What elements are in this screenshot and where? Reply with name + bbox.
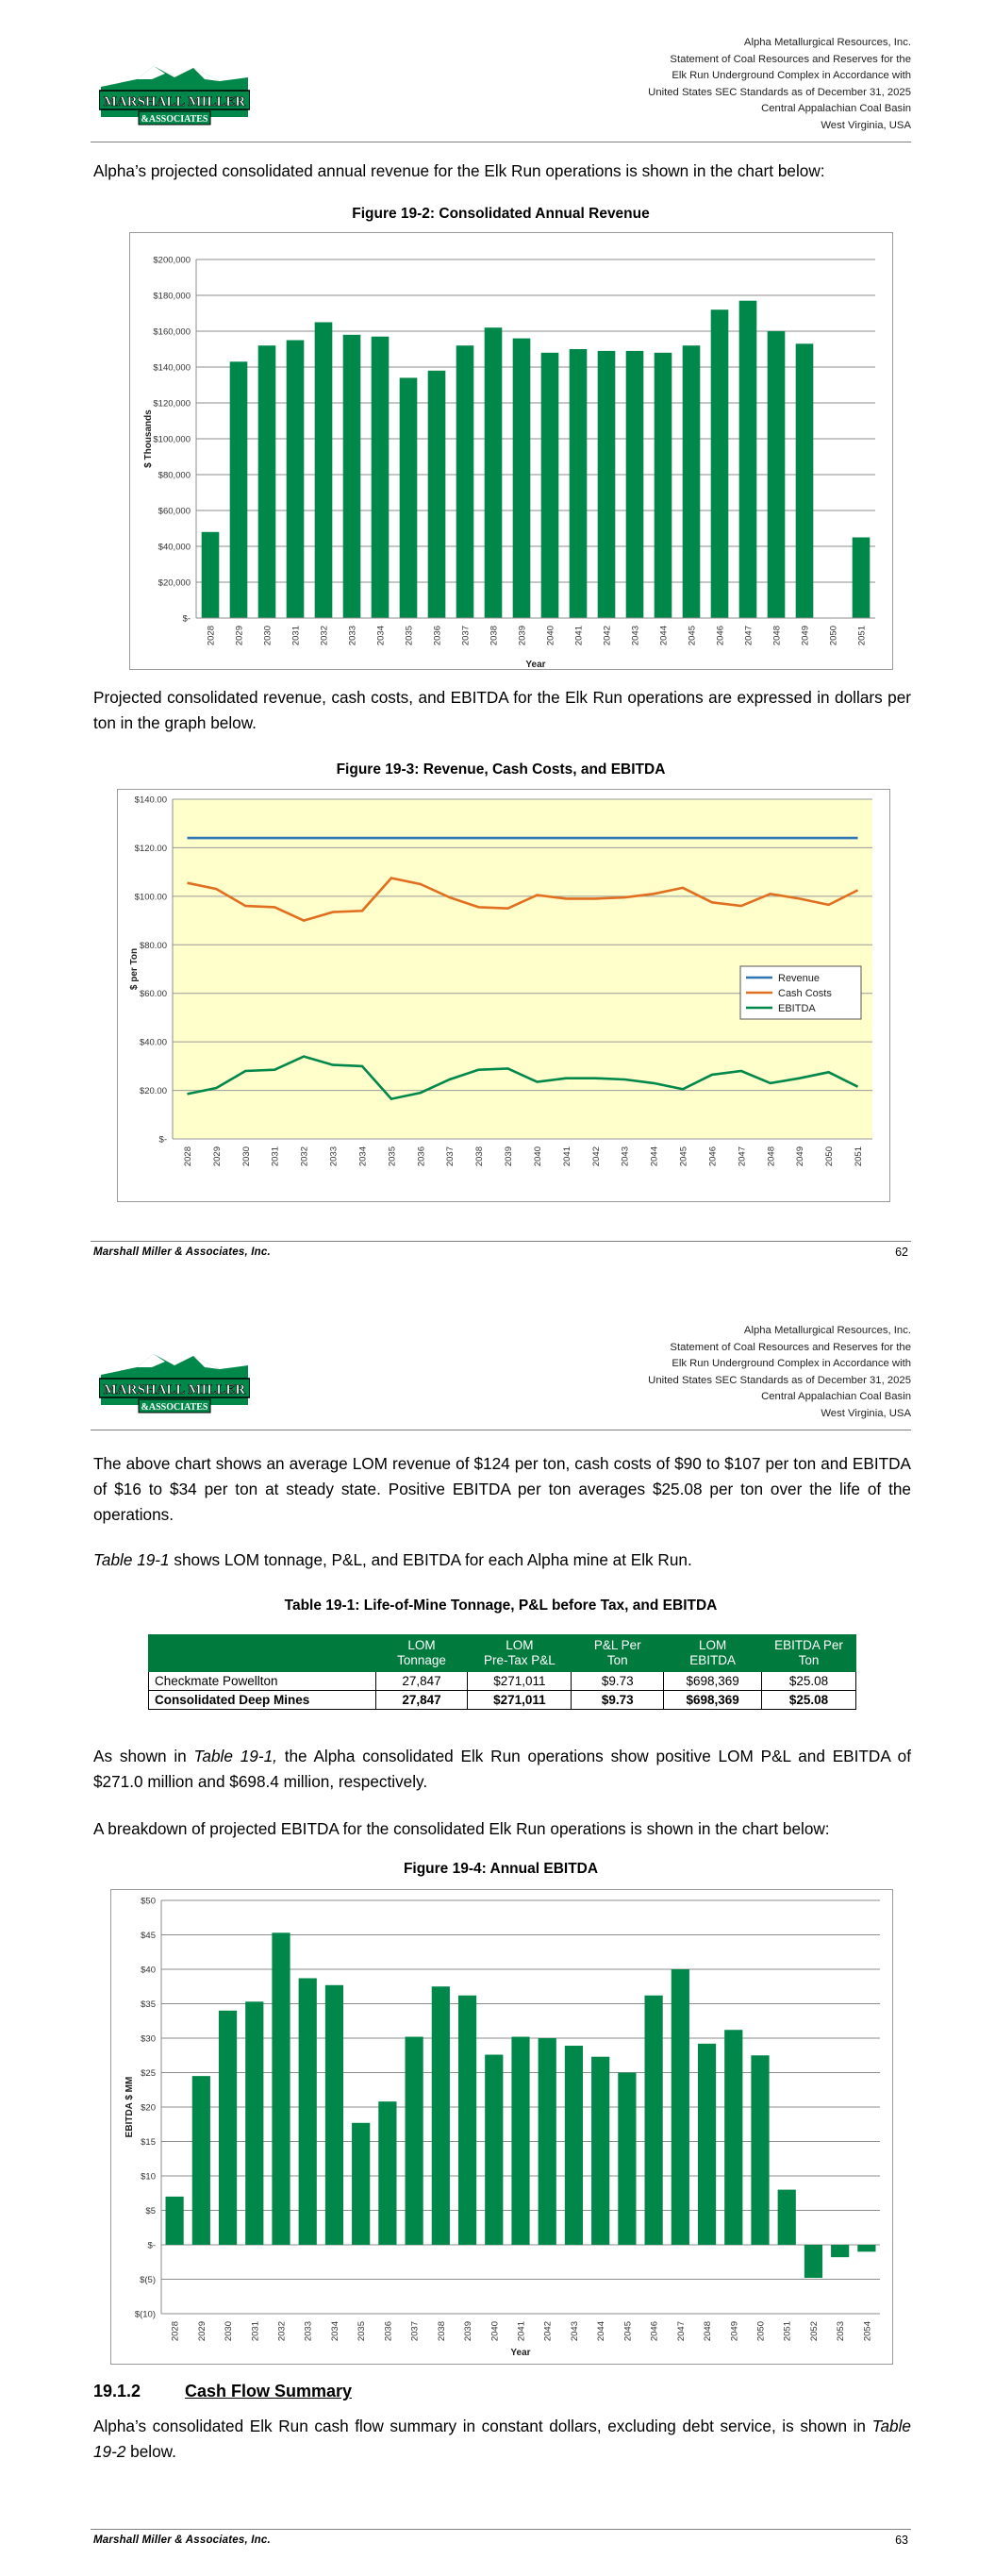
x-tick-label: 2032 (299, 1146, 310, 1167)
header-line: United States SEC Standards as of December 31, 2025 (648, 1374, 911, 1386)
revenue-cost-ebitda-chart (118, 790, 889, 1201)
bar (230, 361, 248, 618)
y-tick-label: $5 (145, 2206, 156, 2216)
header-line: United States SEC Standards as of December 31, 2025 (648, 86, 911, 98)
x-tick-label: 2036 (416, 1146, 427, 1167)
x-tick-label: 2038 (436, 2321, 447, 2342)
y-tick-label: $180,000 (153, 291, 191, 302)
legend-label: Revenue (778, 973, 821, 984)
x-tick-label: 2051 (782, 2321, 793, 2342)
x-tick-label: 2043 (620, 1146, 631, 1167)
x-tick-label: 2048 (771, 626, 783, 646)
x-tick-label: 2029 (196, 2321, 207, 2342)
bar (400, 377, 418, 618)
table-header: LOM EBITDA (664, 1635, 762, 1672)
x-tick-label: 2047 (743, 626, 755, 646)
x-tick-label: 2029 (211, 1146, 223, 1167)
x-tick-label: 2050 (824, 1146, 836, 1167)
x-tick-label: 2028 (170, 2321, 181, 2342)
header-line: Elk Run Underground Complex in Accordance with (672, 70, 911, 82)
y-tick-label: $40.00 (139, 1037, 167, 1048)
table-cell: $271,011 (468, 1672, 572, 1691)
paragraph: The above chart shows an average LOM revenue of $124 per ton, cash costs of $90 to $107 per ton and EBITDA of $16 to $34 per ton at steady state. Positive EBITDA per ton averages $25.08 per ton over the life of the operations. (93, 1454, 911, 1524)
bar (768, 331, 786, 618)
y-tick-label: $80.00 (139, 940, 167, 951)
x-tick-label: 2029 (234, 626, 245, 646)
bar (751, 2055, 769, 2245)
bar (432, 1986, 450, 2245)
table-reference: Table 19-1, (193, 1747, 277, 1765)
y-axis-label: $ per Ton (129, 947, 140, 991)
x-tick-label: 2040 (545, 626, 556, 646)
table-caption: Table 19-1: Life-of-Mine Tonnage, P&L before Tax, and EBITDA (284, 1597, 718, 1614)
x-tick-label: 2037 (445, 1146, 456, 1167)
bar (796, 343, 814, 618)
x-tick-label: 2034 (375, 626, 387, 646)
x-tick-label: 2035 (404, 626, 415, 646)
x-tick-label: 2045 (622, 2321, 634, 2342)
x-tick-label: 2044 (649, 1146, 660, 1167)
y-tick-label: $45 (141, 1931, 156, 1941)
table-cell: $271,011 (468, 1691, 572, 1710)
header-line: West Virginia, USA (821, 119, 911, 131)
y-axis-label: EBITDA $ MM (124, 2076, 135, 2138)
figure-caption: Figure 19-3: Revenue, Cash Costs, and EBITDA (336, 761, 666, 778)
bar (645, 1996, 663, 2245)
table-cell: $698,369 (664, 1672, 762, 1691)
x-tick-label: 2044 (596, 2321, 607, 2342)
bar (258, 345, 276, 618)
bar (378, 2101, 396, 2245)
header-line: Alpha Metallurgical Resources, Inc. (743, 1325, 911, 1336)
x-tick-label: 2051 (856, 626, 868, 646)
bar (539, 2038, 556, 2245)
section-number: 19.1.2 (93, 2382, 141, 2400)
x-tick-label: 2043 (630, 626, 641, 646)
x-tick-label: 2046 (707, 1146, 719, 1167)
x-tick-label: 2035 (387, 1146, 398, 1167)
bar (598, 351, 616, 618)
x-tick-label: 2036 (383, 2321, 394, 2342)
x-tick-label: 2039 (504, 1146, 515, 1167)
paragraph: Alpha’s consolidated Elk Run cash flow summary in constant dollars, excluding debt service, is shown in Table 19-2 below. (93, 2417, 911, 2461)
table-header-row (149, 1635, 856, 1672)
y-tick-label: $160,000 (153, 326, 191, 338)
bar (352, 2123, 370, 2245)
y-tick-label: $140.00 (134, 795, 167, 806)
y-tick-label: $100.00 (134, 892, 167, 903)
bar (458, 1996, 476, 2245)
table-cell: Consolidated Deep Mines (149, 1691, 376, 1710)
table-reference: Table 19-1 (93, 1550, 170, 1569)
bar (804, 2245, 822, 2278)
paragraph: A breakdown of projected EBITDA for the consolidated Elk Run operations is shown in the chart below: (93, 1819, 830, 1838)
x-tick-label: 2031 (270, 1146, 281, 1167)
x-tick-label: 2041 (516, 2321, 527, 2342)
company-logo (99, 59, 250, 128)
y-tick-label: $80,000 (158, 470, 191, 481)
x-tick-label: 2042 (542, 2321, 554, 2342)
section-title: Cash Flow Summary (185, 2382, 353, 2400)
bar (219, 2011, 237, 2245)
table-cell: $25.08 (762, 1672, 856, 1691)
bar (287, 341, 305, 619)
x-tick-label: 2037 (409, 2321, 421, 2342)
bar (626, 351, 644, 618)
bar (166, 2197, 184, 2245)
paragraph-text: shows LOM tonnage, P&L, and EBITDA for each Alpha mine at Elk Run. (169, 1550, 692, 1569)
x-tick-label: 2042 (602, 626, 613, 646)
y-tick-label: $15 (141, 2137, 156, 2148)
svg-text:MARSHALL MILLER: MARSHALL MILLER (103, 1382, 246, 1397)
x-tick-label: 2053 (836, 2321, 847, 2342)
page-number: 63 (895, 2534, 908, 2547)
table-header (149, 1635, 376, 1672)
bar (192, 2076, 210, 2245)
svg-text:MARSHALL MILLER: MARSHALL MILLER (103, 94, 246, 109)
document-header (515, 1323, 911, 1423)
bar (739, 301, 757, 618)
y-tick-label: $- (182, 613, 191, 625)
bar (485, 2055, 503, 2245)
x-tick-label: 2028 (182, 1146, 193, 1167)
table-cell: $9.73 (572, 1672, 664, 1691)
x-tick-label: 2049 (795, 1146, 806, 1167)
x-tick-label: 2030 (224, 2321, 235, 2342)
bar (272, 1932, 290, 2245)
header-line: Elk Run Underground Complex in Accordance with (672, 1358, 911, 1370)
bar (565, 2046, 583, 2245)
bar (245, 2001, 263, 2245)
bar (683, 345, 701, 618)
x-tick-label: 2033 (347, 626, 358, 646)
header-line: Central Appalachian Coal Basin (761, 1391, 911, 1403)
y-tick-label: $40 (141, 1965, 156, 1976)
x-tick-label: 2039 (463, 2321, 474, 2342)
x-tick-label: 2048 (766, 1146, 777, 1167)
x-tick-label: 2047 (737, 1146, 748, 1167)
x-tick-label: 2031 (290, 626, 302, 646)
x-tick-label: 2035 (357, 2321, 368, 2342)
bar (570, 349, 588, 618)
x-tick-label: 2030 (262, 626, 274, 646)
x-axis-label: Year (525, 660, 546, 669)
x-tick-label: 2033 (303, 2321, 314, 2342)
y-tick-label: $25 (141, 2068, 156, 2079)
figure-caption: Figure 19-4: Annual EBITDA (403, 1861, 599, 1877)
x-tick-label: 2038 (474, 1146, 486, 1167)
table-cell: Checkmate Powellton (149, 1672, 376, 1691)
per-ton-chart-frame (117, 789, 890, 1202)
header-line: Statement of Coal Resources and Reserves for the (670, 1341, 911, 1353)
y-tick-label: $- (158, 1134, 167, 1146)
x-tick-label: 2040 (489, 2321, 501, 2342)
x-tick-label: 2046 (715, 626, 726, 646)
x-tick-label: 2049 (800, 626, 811, 646)
y-tick-label: $60,000 (158, 506, 191, 517)
table-cell: $9.73 (572, 1691, 664, 1710)
y-axis-label: $ Thousands (143, 410, 154, 468)
table-cell: $698,369 (664, 1691, 762, 1710)
bar (513, 339, 531, 618)
x-tick-label: 2045 (687, 626, 698, 646)
y-tick-label: $140,000 (153, 362, 191, 374)
x-tick-label: 2041 (573, 626, 585, 646)
bar (831, 2245, 849, 2257)
lom-table (148, 1634, 856, 1710)
footer-rule (91, 1241, 911, 1242)
revenue-chart-frame (129, 232, 893, 670)
bar (202, 532, 220, 618)
table-header: EBITDA Per Ton (762, 1635, 856, 1672)
y-tick-label: $(5) (140, 2275, 156, 2285)
bar (591, 2057, 609, 2245)
bar (456, 345, 474, 618)
table-cell: 27,847 (375, 1691, 468, 1710)
y-tick-label: $120.00 (134, 843, 167, 854)
x-tick-label: 2032 (319, 626, 330, 646)
bar (711, 309, 729, 618)
bar (315, 323, 333, 619)
bar (672, 1969, 689, 2245)
x-tick-label: 2045 (678, 1146, 689, 1167)
table-header: LOM Pre-Tax P&L (468, 1635, 572, 1672)
page-number: 62 (895, 1246, 908, 1259)
ebitda-chart-frame (110, 1889, 893, 2365)
bar (541, 353, 559, 618)
bar (428, 371, 446, 618)
y-tick-label: $120,000 (153, 398, 191, 410)
bar (485, 327, 503, 618)
y-tick-label: $40,000 (158, 542, 191, 553)
x-tick-label: 2052 (808, 2321, 820, 2342)
x-tick-label: 2054 (862, 2321, 873, 2342)
y-tick-label: $200,000 (153, 255, 191, 266)
y-tick-label: $50 (141, 1896, 156, 1907)
bar (778, 2190, 796, 2245)
y-tick-label: $20.00 (139, 1086, 167, 1097)
x-tick-label: 2044 (658, 626, 670, 646)
x-tick-label: 2039 (517, 626, 528, 646)
table-row (149, 1672, 856, 1691)
legend-label: Cash Costs (778, 988, 832, 999)
x-tick-label: 2033 (328, 1146, 340, 1167)
table-header: P&L Per Ton (572, 1635, 664, 1672)
x-tick-label: 2048 (703, 2321, 714, 2342)
header-line: Statement of Coal Resources and Reserves for the (670, 53, 911, 65)
bar (325, 1985, 343, 2245)
footer-rule (91, 2529, 911, 2530)
x-tick-label: 2038 (489, 626, 500, 646)
y-tick-label: $10 (141, 2171, 156, 2183)
y-tick-label: $35 (141, 1999, 156, 2010)
bar (857, 2245, 875, 2251)
paragraph: As shown in Table 19-1, the Alpha consolidated Elk Run operations show positive LOM P&L and EBITDA of $271.0 million and $698.4 million, respectively. (93, 1747, 911, 1791)
x-tick-label: 2042 (590, 1146, 602, 1167)
x-tick-label: 2031 (250, 2321, 261, 2342)
bar (853, 538, 871, 619)
svg-text:&ASSOCIATES: &ASSOCIATES (141, 114, 208, 125)
table-cell: $25.08 (762, 1691, 856, 1710)
header-line: Alpha Metallurgical Resources, Inc. (743, 37, 911, 48)
x-tick-label: 2043 (569, 2321, 580, 2342)
annual-ebitda-chart (111, 1890, 892, 2364)
x-tick-label: 2037 (460, 626, 472, 646)
y-tick-label: $- (147, 2240, 156, 2251)
table-cell: 27,847 (375, 1672, 468, 1691)
bar (618, 2073, 636, 2246)
bar (372, 337, 390, 618)
section-heading (93, 2382, 353, 2401)
y-tick-label: $20,000 (158, 577, 191, 589)
figure-caption: Figure 19-2: Consolidated Annual Revenue (352, 206, 650, 222)
bar (343, 335, 361, 618)
bar (655, 353, 672, 618)
x-tick-label: 2041 (561, 1146, 572, 1167)
y-tick-label: $20 (141, 2102, 156, 2114)
bar (406, 2037, 423, 2245)
x-tick-label: 2036 (432, 626, 443, 646)
x-tick-label: 2047 (675, 2321, 687, 2342)
y-tick-label: $60.00 (139, 989, 167, 1000)
x-tick-label: 2032 (276, 2321, 288, 2342)
intro-paragraph: Alpha’s projected consolidated annual revenue for the Elk Run operations is shown in the chart below: (93, 161, 825, 180)
y-tick-label: $30 (141, 2033, 156, 2045)
svg-text:&ASSOCIATES: &ASSOCIATES (141, 1402, 208, 1413)
company-logo (99, 1347, 250, 1416)
table-reference: Table 19-2 (93, 2417, 911, 2461)
footer-company: Marshall Miller & Associates, Inc. (93, 2534, 271, 2546)
x-tick-label: 2030 (240, 1146, 252, 1167)
x-tick-label: 2028 (206, 626, 217, 646)
table-header: LOM Tonnage (375, 1635, 468, 1672)
header-line: Central Appalachian Coal Basin (761, 103, 911, 115)
bar (511, 2037, 529, 2245)
x-tick-label: 2049 (729, 2321, 740, 2342)
y-tick-label: $(10) (134, 2309, 156, 2320)
y-tick-label: $100,000 (153, 434, 191, 445)
annual-revenue-chart (130, 233, 892, 669)
document-header (515, 35, 911, 135)
x-tick-label: 2050 (755, 2321, 767, 2342)
bar (299, 1978, 317, 2245)
header-line: West Virginia, USA (821, 1407, 911, 1419)
bar (698, 2044, 716, 2245)
x-axis-label: Year (510, 2348, 531, 2358)
legend-label: EBITDA (778, 1003, 816, 1014)
bar (724, 2030, 742, 2245)
x-tick-label: 2051 (854, 1146, 865, 1167)
paragraph (93, 1547, 911, 1573)
table-total-row (149, 1691, 856, 1710)
paragraph: Projected consolidated revenue, cash costs, and EBITDA for the Elk Run operations are expressed in dollars per ton in the graph below. (93, 688, 911, 732)
x-tick-label: 2034 (329, 2321, 340, 2342)
x-tick-label: 2040 (532, 1146, 543, 1167)
footer-company: Marshall Miller & Associates, Inc. (93, 1246, 271, 1258)
x-tick-label: 2050 (828, 626, 839, 646)
x-tick-label: 2046 (649, 2321, 660, 2342)
x-tick-label: 2034 (357, 1146, 369, 1167)
